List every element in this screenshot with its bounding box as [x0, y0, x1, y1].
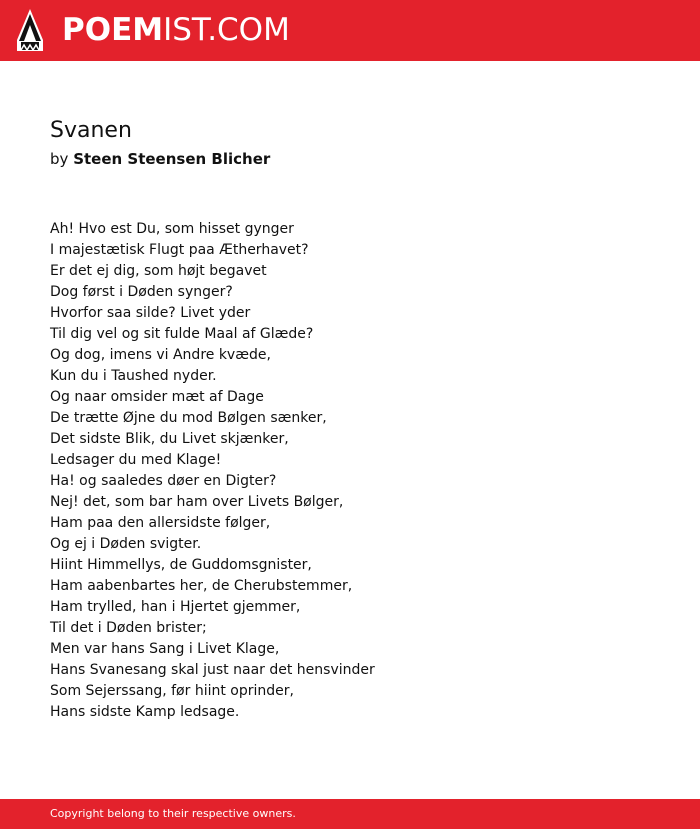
poem-line: Og naar omsider mæt af Dage [50, 389, 264, 405]
poem-line: Ham paa den allersidste følger, [50, 515, 271, 531]
poem-line: Som Sejerssang, før hiint oprinder, [50, 683, 294, 699]
poem-line: Nej! det, som bar ham over Livets Bølger, [50, 494, 344, 510]
poem-line: Og dog, imens vi Andre kvæde, [50, 347, 271, 363]
site-header [0, 0, 700, 61]
site-logo[interactable] [62, 12, 290, 48]
by-label: by [50, 150, 69, 168]
poem-line: Ham aabenbartes her, de Cherubstemmer, [50, 578, 353, 594]
poem-body [50, 219, 375, 723]
poem-line: Hiint Himmellys, de Guddomsgnister, [50, 557, 312, 573]
poem-line: Hans sidste Kamp ledsage. [50, 704, 240, 720]
poem-line: Ha! og saaledes døer en Digter? [50, 473, 277, 489]
poem-line: De trætte Øjne du mod Bølgen sænker, [50, 410, 327, 426]
poem-line: Til dig vel og sit fulde Maal af Glæde? [50, 326, 314, 342]
poem-line: Ham trylled, han i Hjertet gjemmer, [50, 599, 301, 615]
poem-line: Og ej i Døden svigter. [50, 536, 202, 552]
poem-line: Til det i Døden brister; [50, 620, 207, 636]
poem-line: Hans Svanesang skal just naar det hensvinder [50, 662, 375, 678]
poem-line: I majestætisk Flugt paa Ætherhavet? [50, 242, 309, 258]
poem-line: Ledsager du med Klage! [50, 452, 222, 468]
logo-bold-text: POEM [62, 12, 164, 48]
poem-line: Det sidste Blik, du Livet skjænker, [50, 431, 289, 447]
logo-light-text: IST.COM [163, 12, 290, 48]
site-footer [0, 799, 700, 829]
poem-line: Ah! Hvo est Du, som hisset gynger [50, 221, 294, 237]
byline [50, 149, 270, 169]
poem-line: Kun du i Taushed nyder. [50, 368, 217, 384]
poem-line: Hvorfor saa silde? Livet yder [50, 305, 251, 321]
poem-line: Er det ej dig, som højt begavet [50, 263, 267, 279]
poem-line: Men var hans Sang i Livet Klage, [50, 641, 280, 657]
copyright-text: Copyright belong to their respective owners. [50, 807, 296, 820]
poem-title: Svanen [50, 118, 132, 143]
poem-line: Dog først i Døden synger? [50, 284, 233, 300]
author-name: Steen Steensen Blicher [73, 150, 271, 168]
pen-nib-icon[interactable] [17, 9, 43, 51]
